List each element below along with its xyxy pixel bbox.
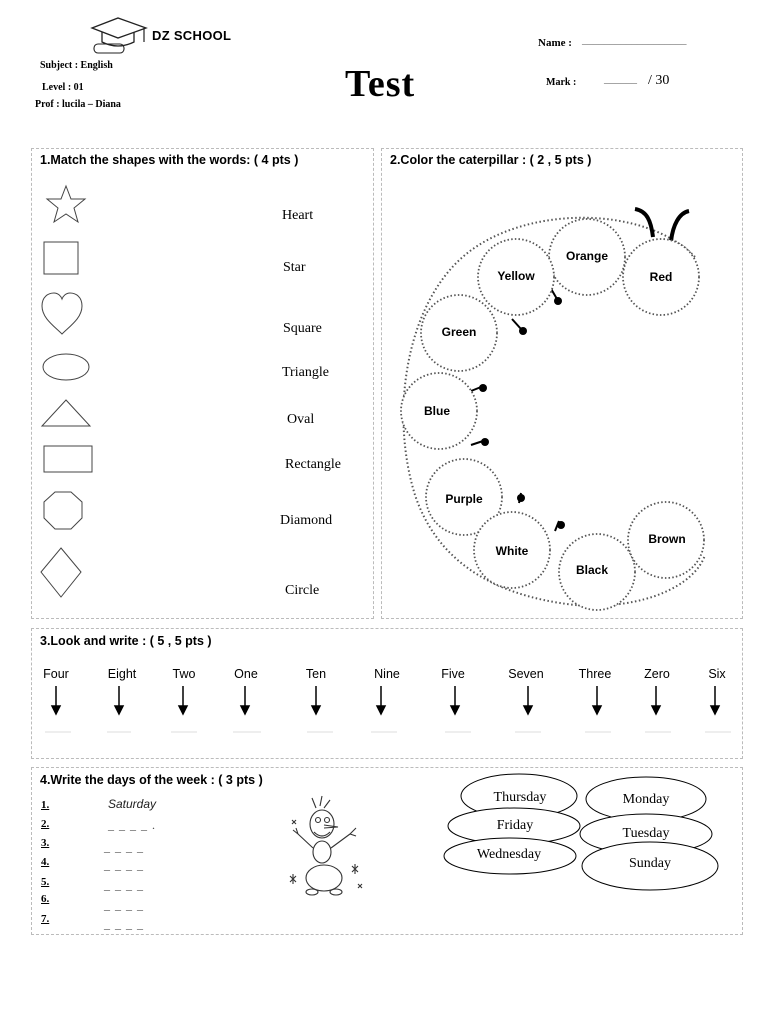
day-word-sunday: Sunday bbox=[629, 856, 671, 871]
list-number: 5. bbox=[41, 876, 50, 888]
circle-icon bbox=[44, 492, 82, 529]
graduation-cap-logo-icon bbox=[88, 16, 150, 56]
arrow-down-icon bbox=[377, 686, 385, 714]
number-word: Three bbox=[578, 667, 612, 681]
day-answer-6[interactable]: _ _ _ _ bbox=[104, 898, 144, 912]
list-number: 3. bbox=[41, 837, 50, 849]
caterpillar-drawing bbox=[395, 195, 725, 615]
day-answer-3[interactable]: _ _ _ _ bbox=[104, 840, 144, 854]
mark-total: / 30 bbox=[648, 73, 670, 88]
number-word: Nine bbox=[374, 667, 400, 681]
question-4-title: 4.Write the days of the week : ( 3 pts ) bbox=[40, 773, 263, 787]
prof-label: Prof : lucila – Diana bbox=[35, 99, 121, 110]
word-diamond: Diamond bbox=[280, 513, 333, 528]
square-icon bbox=[44, 242, 78, 274]
day-answer-5[interactable]: _ _ _ _ bbox=[104, 878, 144, 892]
number-word: Seven bbox=[508, 667, 544, 681]
day-word-friday: Friday bbox=[496, 818, 534, 833]
list-number: 7. bbox=[41, 913, 50, 925]
list-number: 1. bbox=[41, 799, 50, 811]
word-circle: Circle bbox=[285, 583, 320, 598]
question-1-title: 1.Match the shapes with the words: ( 4 pts ) bbox=[40, 153, 299, 167]
rectangle-icon bbox=[44, 446, 92, 472]
oval-icon bbox=[43, 354, 89, 380]
subject-label: Subject : English bbox=[40, 60, 113, 71]
list-number: 2. bbox=[41, 818, 50, 830]
word-star: Star bbox=[283, 260, 306, 275]
segment-label: Orange bbox=[565, 249, 609, 263]
day-answer-7[interactable]: _ _ _ _ bbox=[104, 917, 144, 931]
arrow-down-icon bbox=[711, 686, 719, 714]
mark-label: Mark : bbox=[546, 77, 577, 88]
number-word: Zero bbox=[644, 667, 670, 681]
school-name: DZ SCHOOL bbox=[152, 28, 232, 43]
number-word: Ten bbox=[305, 667, 327, 681]
segment-label: Black bbox=[575, 563, 609, 577]
number-word: One bbox=[234, 667, 258, 681]
number-word: Five bbox=[441, 667, 465, 681]
triangle-icon bbox=[42, 400, 90, 426]
day-answer-1[interactable]: Saturday bbox=[108, 797, 157, 811]
question-3-title: 3.Look and write : ( 5 , 5 pts ) bbox=[40, 634, 212, 648]
list-number: 4. bbox=[41, 856, 50, 868]
list-number: 6. bbox=[41, 893, 50, 905]
shapes-column bbox=[38, 180, 100, 605]
segment-label: Purple bbox=[445, 492, 483, 506]
star-icon bbox=[47, 186, 85, 222]
arrow-down-icon bbox=[524, 686, 532, 714]
arrow-down-icon bbox=[451, 686, 459, 714]
question-2-title: 2.Color the caterpillar : ( 2 , 5 pts ) bbox=[390, 153, 592, 167]
segment-label: Red bbox=[649, 270, 673, 284]
number-word: Eight bbox=[107, 667, 137, 681]
arrow-down-icon bbox=[241, 686, 249, 714]
arrow-down-icon bbox=[593, 686, 601, 714]
day-word-wednesday: Wednesday bbox=[476, 847, 542, 862]
page-title: Test bbox=[345, 63, 416, 105]
snowman-picture bbox=[280, 794, 370, 898]
day-word-tuesday: Tuesday bbox=[622, 826, 670, 841]
arrow-down-icon bbox=[115, 686, 123, 714]
name-field[interactable]: ___________________ bbox=[582, 34, 687, 46]
arrow-down-icon bbox=[179, 686, 187, 714]
mark-field[interactable]: ______ bbox=[604, 73, 637, 85]
day-answer-4[interactable]: _ _ _ _ bbox=[104, 858, 144, 872]
word-rectangle: Rectangle bbox=[285, 457, 341, 472]
diamond-icon bbox=[41, 548, 81, 597]
segment-label: White bbox=[495, 544, 529, 558]
day-word-thursday: Thursday bbox=[493, 790, 547, 805]
name-label: Name : bbox=[538, 37, 572, 49]
number-word: Two bbox=[172, 667, 196, 681]
day-answer-2[interactable]: _ _ _ _ . bbox=[108, 818, 156, 832]
arrow-down-icon bbox=[652, 686, 660, 714]
number-word: Four bbox=[43, 667, 69, 681]
word-square: Square bbox=[283, 321, 322, 336]
number-word: Six bbox=[708, 667, 726, 681]
arrows-row bbox=[31, 684, 741, 740]
word-triangle: Triangle bbox=[282, 365, 329, 380]
heart-icon bbox=[42, 293, 82, 334]
arrow-down-icon bbox=[52, 686, 60, 714]
segment-label: Green bbox=[441, 325, 477, 339]
segment-label: Blue bbox=[423, 404, 451, 418]
word-oval: Oval bbox=[287, 412, 315, 427]
segment-label: Yellow bbox=[497, 269, 535, 283]
level-label: Level : 01 bbox=[42, 82, 84, 93]
segment-label: Brown bbox=[648, 532, 686, 546]
day-word-monday: Monday bbox=[622, 792, 670, 807]
arrow-down-icon bbox=[312, 686, 320, 714]
word-heart: Heart bbox=[282, 208, 314, 223]
